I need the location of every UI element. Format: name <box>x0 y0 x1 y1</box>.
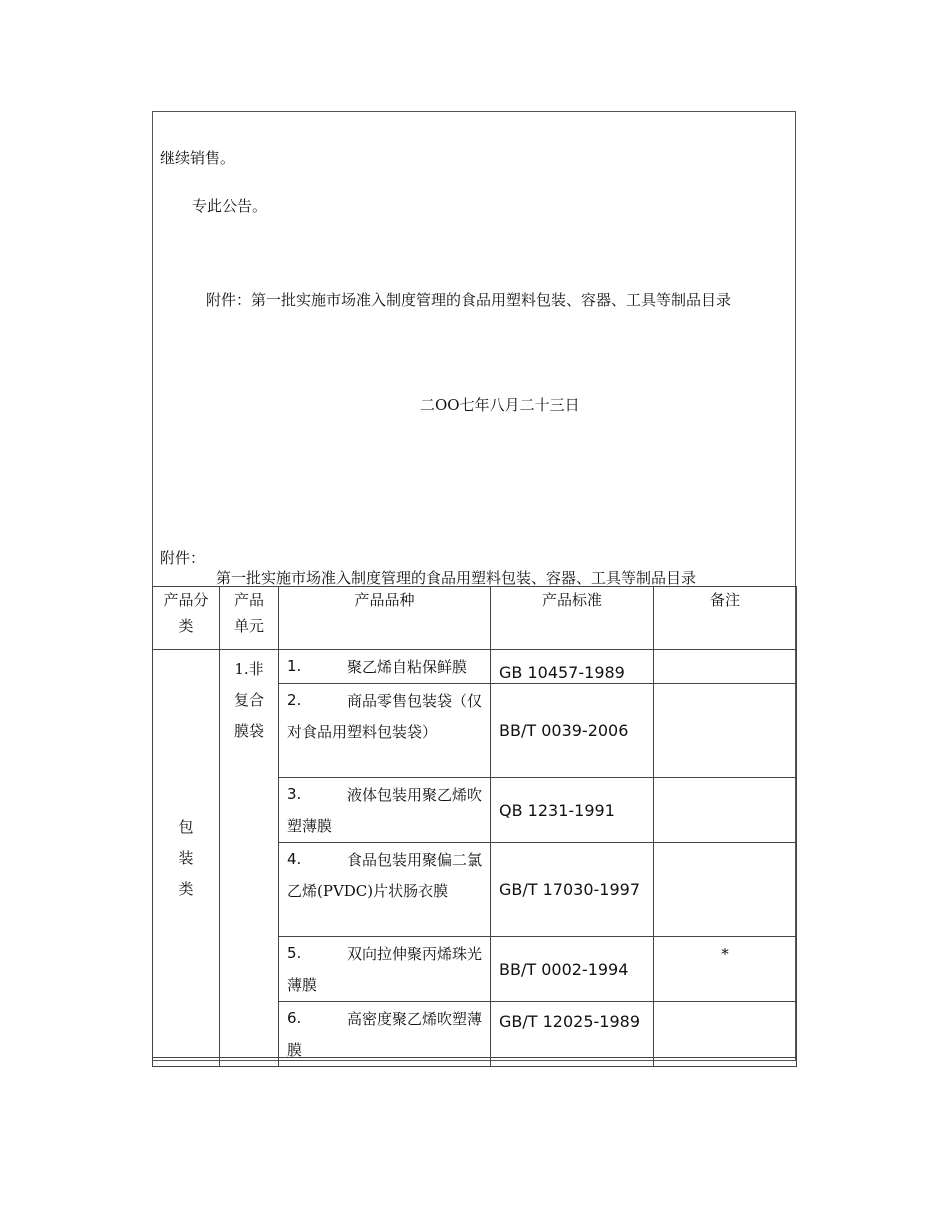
variety-number: 4. <box>287 850 302 868</box>
unit-line: 复合 <box>233 691 264 709</box>
header-unit <box>220 587 279 650</box>
standard-cell: BB/T 0039-2006 <box>491 684 654 778</box>
appendix-label: 附件： <box>160 549 206 567</box>
category-cell <box>153 650 220 1067</box>
table-header-row <box>153 587 797 650</box>
header-unit-line2: 单元 <box>233 617 264 635</box>
unit-cell <box>220 650 279 1067</box>
standard-cell: BB/T 0002-1994 <box>491 937 654 1002</box>
variety-name: 商品零售包装袋（仅对食品用塑料包装袋） <box>287 692 483 741</box>
continue-text: 继续销售。 <box>160 149 236 167</box>
table-bottom-rule <box>152 1057 796 1058</box>
header-unit-line1: 产品 <box>233 591 264 609</box>
appendix-title: 第一批实施市场准入制度管理的食品用塑料包装、容器、工具等制品目录 <box>216 569 697 587</box>
notice-date: 二OO七年八月二十三日 <box>420 396 580 414</box>
variety-cell <box>279 778 491 843</box>
unit-line: 膜袋 <box>233 722 264 740</box>
announce-text: 专此公告。 <box>192 197 268 215</box>
attachment-line: 附件：第一批实施市场准入制度管理的食品用塑料包装、容器、工具等制品目录 <box>206 291 732 309</box>
standard-cell: QB 1231-1991 <box>491 778 654 843</box>
standard-cell: GB/T 17030-1997 <box>491 843 654 937</box>
variety-number: 1. <box>287 657 302 675</box>
unit-line: 1.非 <box>234 660 264 678</box>
variety-cell <box>279 684 491 778</box>
variety-name: 液体包装用聚乙烯吹塑薄膜 <box>287 786 483 835</box>
header-standard: 产品标准 <box>491 587 654 650</box>
header-note: 备注 <box>654 587 797 650</box>
category-char: 包 <box>178 817 194 836</box>
variety-name: 聚乙烯自粘保鲜膜 <box>347 658 468 676</box>
note-cell <box>654 778 797 843</box>
note-cell <box>654 650 797 684</box>
category-char: 类 <box>178 879 194 898</box>
category-char: 装 <box>178 848 194 867</box>
note-cell: * <box>654 937 797 1002</box>
header-category-line1: 产品分 <box>163 591 209 609</box>
variety-cell <box>279 650 491 684</box>
variety-number: 2. <box>287 691 302 709</box>
header-category <box>153 587 220 650</box>
standard-cell: GB/T 12025-1989 <box>491 1002 654 1067</box>
header-category-line2: 类 <box>178 617 194 635</box>
catalog-table <box>152 586 797 1067</box>
table-row <box>153 650 797 684</box>
variety-number: 6. <box>287 1009 302 1027</box>
note-cell <box>654 684 797 778</box>
variety-cell <box>279 937 491 1002</box>
variety-number: 3. <box>287 785 302 803</box>
variety-name: 高密度聚乙烯吹塑薄膜 <box>287 1010 483 1059</box>
header-variety: 产品品种 <box>279 587 491 650</box>
variety-number: 5. <box>287 944 302 962</box>
variety-name: 双向拉伸聚丙烯珠光薄膜 <box>287 945 483 994</box>
standard-cell: GB 10457-1989 <box>491 650 654 684</box>
variety-cell <box>279 843 491 937</box>
note-cell <box>654 843 797 937</box>
variety-name: 食品包装用聚偏二氯乙烯(PVDC)片状肠衣膜 <box>287 851 483 900</box>
